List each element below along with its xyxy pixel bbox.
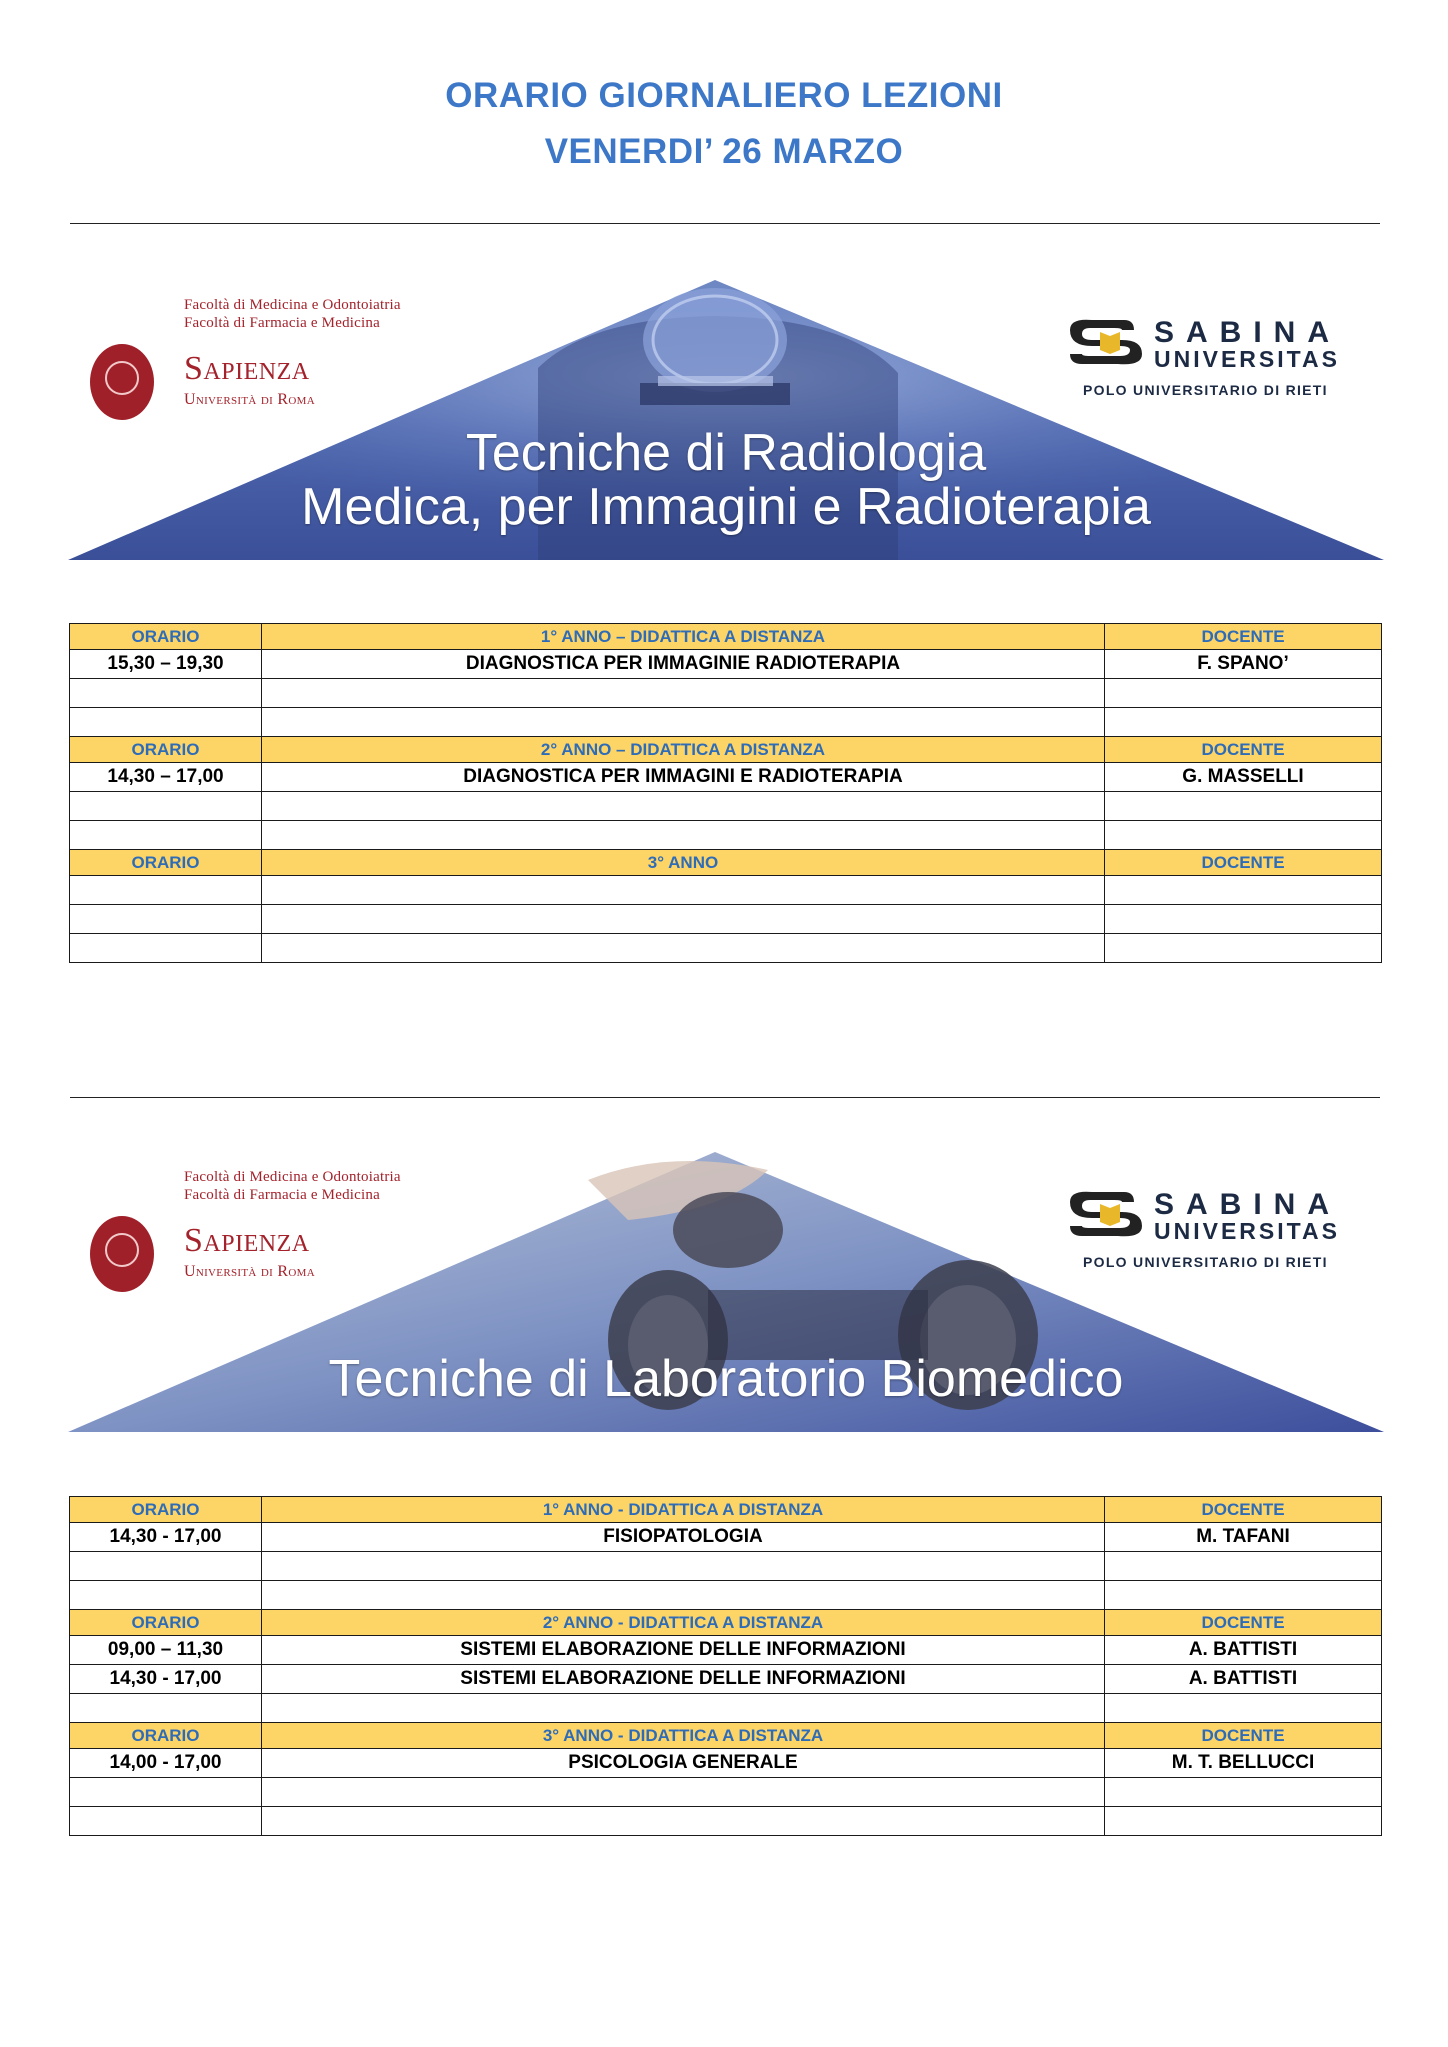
course-title-line2: Medica, per Immagini e Radioterapia xyxy=(301,478,1151,536)
table-row xyxy=(70,1523,1382,1552)
row-subject: DIAGNOSTICA PER IMMAGINIE RADIOTERAPIA xyxy=(262,650,1105,679)
sapienza-logo-name: Sapienza xyxy=(184,350,310,387)
row-subject xyxy=(262,1581,1105,1610)
table-header-row xyxy=(70,1497,1382,1523)
sabina-logo-name: SABINA xyxy=(1154,1188,1342,1221)
table-row xyxy=(70,1694,1382,1723)
table-row xyxy=(70,876,1382,905)
faculty-line-2: Facoltà di Farmacia e Medicina xyxy=(184,315,380,331)
row-teacher xyxy=(1105,1694,1382,1723)
row-time xyxy=(70,1581,262,1610)
divider-top xyxy=(70,223,1380,224)
row-subject xyxy=(262,1778,1105,1807)
col-header-subject: 3° ANNO - DIDATTICA A DISTANZA xyxy=(262,1723,1105,1749)
row-teacher xyxy=(1105,934,1382,963)
table-row xyxy=(70,1749,1382,1778)
row-teacher: M. TAFANI xyxy=(1105,1523,1382,1552)
sapienza-seal-icon xyxy=(90,1216,154,1292)
sabina-book-icon xyxy=(1064,316,1150,366)
row-time xyxy=(70,1778,262,1807)
schedule-table-laboratorio xyxy=(69,1496,1382,1836)
col-header-time: ORARIO xyxy=(70,1497,262,1523)
row-subject xyxy=(262,821,1105,850)
row-time: 15,30 – 19,30 xyxy=(70,650,262,679)
col-header-subject: 2° ANNO - DIDATTICA A DISTANZA xyxy=(262,1610,1105,1636)
row-teacher xyxy=(1105,876,1382,905)
row-teacher xyxy=(1105,708,1382,737)
row-teacher xyxy=(1105,1552,1382,1581)
page-title-line2: VENERDI’ 26 MARZO xyxy=(544,132,904,171)
row-time xyxy=(70,1552,262,1581)
course-title-line1: Tecniche di Laboratorio Biomedico xyxy=(328,1350,1124,1408)
col-header-subject: 1° ANNO - DIDATTICA A DISTANZA xyxy=(262,1497,1105,1523)
row-teacher xyxy=(1105,1581,1382,1610)
table-row xyxy=(70,1665,1382,1694)
row-subject xyxy=(262,1807,1105,1836)
table-row xyxy=(70,1552,1382,1581)
row-teacher xyxy=(1105,821,1382,850)
row-time xyxy=(70,1807,262,1836)
row-time: 14,30 - 17,00 xyxy=(70,1523,262,1552)
table-row xyxy=(70,1581,1382,1610)
row-teacher: G. MASSELLI xyxy=(1105,763,1382,792)
row-subject: SISTEMI ELABORAZIONE DELLE INFORMAZIONI xyxy=(262,1665,1105,1694)
table-header-row xyxy=(70,737,1382,763)
row-time xyxy=(70,792,262,821)
col-header-subject: 2° ANNO – DIDATTICA A DISTANZA xyxy=(262,737,1105,763)
row-time xyxy=(70,679,262,708)
sabina-logo-name: SABINA xyxy=(1154,316,1342,349)
row-subject: DIAGNOSTICA PER IMMAGINI E RADIOTERAPIA xyxy=(262,763,1105,792)
table-row xyxy=(70,905,1382,934)
col-header-time: ORARIO xyxy=(70,1723,262,1749)
row-teacher xyxy=(1105,1807,1382,1836)
table-row xyxy=(70,708,1382,737)
table-row xyxy=(70,679,1382,708)
row-time xyxy=(70,821,262,850)
faculty-line-1: Facoltà di Medicina e Odontoiatria xyxy=(184,297,401,313)
course-banner-radiologia xyxy=(68,278,1384,560)
col-header-time: ORARIO xyxy=(70,850,262,876)
row-subject xyxy=(262,934,1105,963)
row-teacher xyxy=(1105,905,1382,934)
divider-middle xyxy=(70,1097,1380,1098)
row-teacher xyxy=(1105,679,1382,708)
col-header-teacher: DOCENTE xyxy=(1105,1723,1382,1749)
table-row xyxy=(70,763,1382,792)
sabina-logo-polo: POLO UNIVERSITARIO DI RIETI xyxy=(1083,1254,1328,1270)
row-time: 14,00 - 17,00 xyxy=(70,1749,262,1778)
course-title-line1: Tecniche di Radiologia xyxy=(465,424,987,482)
row-teacher: F. SPANO’ xyxy=(1105,650,1382,679)
row-subject xyxy=(262,679,1105,708)
sapienza-logo-subtitle: Università di Roma xyxy=(184,391,315,408)
col-header-time: ORARIO xyxy=(70,1610,262,1636)
row-time xyxy=(70,876,262,905)
table-header-row xyxy=(70,624,1382,650)
table-row xyxy=(70,1778,1382,1807)
row-time: 14,30 - 17,00 xyxy=(70,1665,262,1694)
faculty-line-1: Facoltà di Medicina e Odontoiatria xyxy=(184,1169,401,1185)
schedule-table-radiologia xyxy=(69,623,1382,963)
table-header-row xyxy=(70,1723,1382,1749)
row-teacher: M. T. BELLUCCI xyxy=(1105,1749,1382,1778)
row-time xyxy=(70,1694,262,1723)
col-header-time: ORARIO xyxy=(70,624,262,650)
row-subject: PSICOLOGIA GENERALE xyxy=(262,1749,1105,1778)
page-title-line1: ORARIO GIORNALIERO LEZIONI xyxy=(445,76,1003,115)
row-subject xyxy=(262,792,1105,821)
row-time xyxy=(70,708,262,737)
col-header-subject: 3° ANNO xyxy=(262,850,1105,876)
sabina-logo-universitas: UNIVERSITAS xyxy=(1154,346,1340,372)
sabina-book-icon xyxy=(1064,1188,1150,1238)
table-row xyxy=(70,650,1382,679)
row-subject: FISIOPATOLOGIA xyxy=(262,1523,1105,1552)
table-row xyxy=(70,792,1382,821)
col-header-teacher: DOCENTE xyxy=(1105,850,1382,876)
col-header-time: ORARIO xyxy=(70,737,262,763)
row-teacher xyxy=(1105,1778,1382,1807)
table-header-row xyxy=(70,850,1382,876)
row-subject xyxy=(262,1552,1105,1581)
table-row xyxy=(70,1636,1382,1665)
sapienza-seal-icon xyxy=(90,344,154,420)
row-subject xyxy=(262,905,1105,934)
row-subject: SISTEMI ELABORAZIONE DELLE INFORMAZIONI xyxy=(262,1636,1105,1665)
course-banner-laboratorio xyxy=(68,1150,1384,1432)
table-row xyxy=(70,1807,1382,1836)
sapienza-logo-name: Sapienza xyxy=(184,1222,310,1259)
row-teacher: A. BATTISTI xyxy=(1105,1636,1382,1665)
col-header-teacher: DOCENTE xyxy=(1105,624,1382,650)
table-header-row xyxy=(70,1610,1382,1636)
sabina-logo-polo: POLO UNIVERSITARIO DI RIETI xyxy=(1083,382,1328,398)
col-header-teacher: DOCENTE xyxy=(1105,1497,1382,1523)
row-teacher: A. BATTISTI xyxy=(1105,1665,1382,1694)
table-row xyxy=(70,821,1382,850)
faculty-line-2: Facoltà di Farmacia e Medicina xyxy=(184,1187,380,1203)
row-time xyxy=(70,934,262,963)
row-time: 14,30 – 17,00 xyxy=(70,763,262,792)
col-header-teacher: DOCENTE xyxy=(1105,1610,1382,1636)
sabina-logo-universitas: UNIVERSITAS xyxy=(1154,1218,1340,1244)
sapienza-logo-subtitle: Università di Roma xyxy=(184,1263,315,1280)
table-row xyxy=(70,934,1382,963)
row-time xyxy=(70,905,262,934)
row-teacher xyxy=(1105,792,1382,821)
col-header-subject: 1° ANNO – DIDATTICA A DISTANZA xyxy=(262,624,1105,650)
col-header-teacher: DOCENTE xyxy=(1105,737,1382,763)
row-subject xyxy=(262,1694,1105,1723)
row-subject xyxy=(262,876,1105,905)
row-subject xyxy=(262,708,1105,737)
row-time: 09,00 – 11,30 xyxy=(70,1636,262,1665)
